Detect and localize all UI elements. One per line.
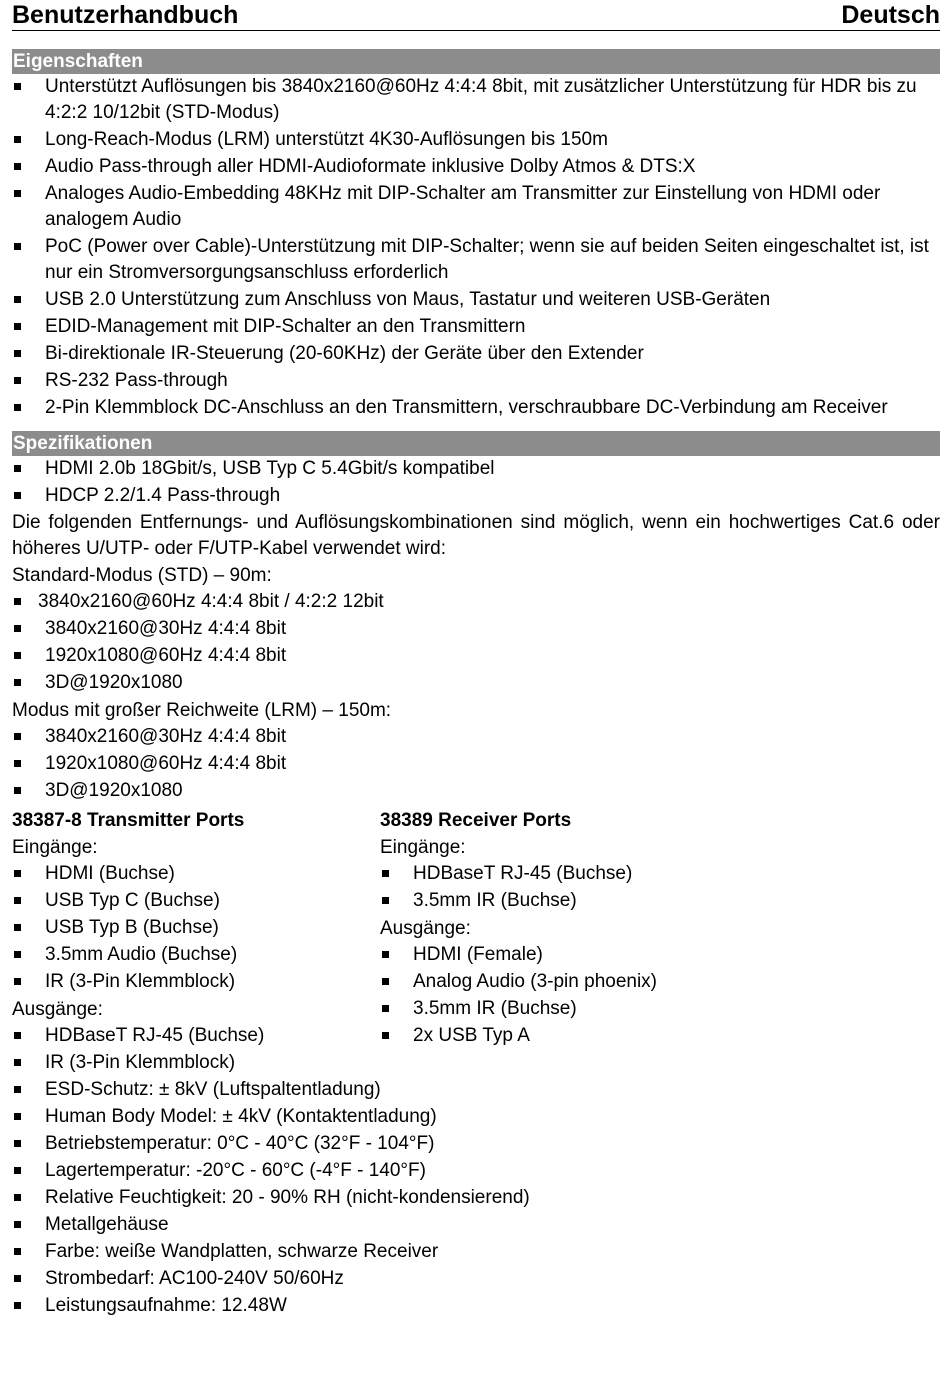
list-item: Betriebstemperatur: 0°C - 40°C (32°F - 104°F) (12, 1131, 940, 1157)
features-list (12, 74, 940, 421)
list-item: HDCP 2.2/1.4 Pass-through (12, 483, 940, 509)
list-item: 3840x2160@30Hz 4:4:4 8bit (12, 616, 940, 642)
list-item: 3D@1920x1080 (12, 778, 940, 804)
list-item: EDID-Management mit DIP-Schalter an den Transmittern (12, 314, 940, 340)
list-item: Relative Feuchtigkeit: 20 - 90% RH (nicht-kondensierend) (12, 1185, 940, 1211)
list-item: 3.5mm Audio (Buchse) (12, 942, 380, 968)
list-item: RS-232 Pass-through (12, 368, 940, 394)
list-item: Audio Pass-through aller HDMI-Audioformate inklusive Dolby Atmos & DTS:X (12, 154, 940, 180)
list-item: Unterstützt Auflösungen bis 3840x2160@60Hz 4:4:4 8bit, mit zusätzlicher Unterstützung für HDR bis zu 4:2:2 10/12bit (STD-Modus) (12, 74, 940, 126)
list-item: USB Typ B (Buchse) (12, 915, 380, 941)
ports-columns (12, 807, 940, 1077)
page-header (12, 0, 940, 31)
lrm-mode-list (12, 724, 940, 804)
lrm-mode-label: Modus mit großer Reichweite (LRM) – 150m: (12, 700, 392, 721)
list-item: Leistungsaufnahme: 12.48W (12, 1293, 940, 1319)
receiver-inputs (380, 861, 940, 914)
receiver-title: 38389 Receiver Ports (380, 810, 572, 831)
specs-list (12, 456, 940, 509)
list-item: Farbe: weiße Wandplatten, schwarze Receiver (12, 1239, 940, 1265)
std-mode-list (12, 589, 940, 696)
list-item: USB 2.0 Unterstützung zum Anschluss von Maus, Tastatur und weiteren USB-Geräten (12, 287, 940, 313)
transmitter-inputs (12, 861, 380, 995)
list-item: Analog Audio (3-pin phoenix) (380, 969, 940, 995)
transmitter-ports (12, 807, 380, 1077)
header-language: Deutsch (841, 1, 940, 29)
receiver-inputs-label: Eingänge: (380, 837, 466, 858)
features-heading: Eigenschaften (12, 49, 940, 74)
list-item: Lagertemperatur: -20°C - 60°C (-4°F - 140°F) (12, 1158, 940, 1184)
list-item: 2-Pin Klemmblock DC-Anschluss an den Transmittern, verschraubbare DC-Verbindung am Receiver (12, 395, 940, 421)
list-item: HDMI (Female) (380, 942, 940, 968)
list-item: HDBaseT RJ-45 (Buchse) (12, 1023, 380, 1049)
list-item: 1920x1080@60Hz 4:4:4 8bit (12, 751, 940, 777)
list-item: HDBaseT RJ-45 (Buchse) (380, 861, 940, 887)
list-item: HDMI 2.0b 18Gbit/s, USB Typ C 5.4Gbit/s kompatibel (12, 456, 940, 482)
list-item: Human Body Model: ± 4kV (Kontaktentladung) (12, 1104, 940, 1130)
list-item: 3840x2160@60Hz 4:4:4 8bit / 4:2:2 12bit (12, 589, 940, 615)
list-item: 2x USB Typ A (380, 1023, 940, 1049)
general-specs-list (12, 1077, 940, 1319)
list-item: Strombedarf: AC100-240V 50/60Hz (12, 1266, 940, 1292)
receiver-outputs-label: Ausgänge: (380, 918, 471, 939)
specs-intro: Die folgenden Entfernungs- und Auflösungskombinationen sind möglich, wenn ein hochwertiges Cat.6 oder höheres U/UTP- oder F/UTP-Kabel verwendet wird: (12, 512, 940, 559)
list-item: 3840x2160@30Hz 4:4:4 8bit (12, 724, 940, 750)
receiver-ports (380, 807, 940, 1077)
list-item: IR (3-Pin Klemmblock) (12, 969, 380, 995)
specs-heading: Spezifikationen (12, 431, 940, 456)
list-item: Metallgehäuse (12, 1212, 940, 1238)
list-item: 3.5mm IR (Buchse) (380, 888, 940, 914)
header-title: Benutzerhandbuch (12, 1, 239, 29)
transmitter-outputs (12, 1023, 380, 1076)
transmitter-title: 38387-8 Transmitter Ports (12, 810, 245, 831)
list-item: Bi-direktionale IR-Steuerung (20-60KHz) der Geräte über den Extender (12, 341, 940, 367)
list-item: HDMI (Buchse) (12, 861, 380, 887)
manual-page (12, 0, 940, 1320)
list-item: Long-Reach-Modus (LRM) unterstützt 4K30-Auflösungen bis 150m (12, 127, 940, 153)
transmitter-outputs-label: Ausgänge: (12, 999, 103, 1020)
list-item: PoC (Power over Cable)-Unterstützung mit DIP-Schalter; wenn sie auf beiden Seiten eingeschaltet ist, ist nur ein Stromversorgungsanschluss erforderlich (12, 234, 940, 286)
list-item: IR (3-Pin Klemmblock) (12, 1050, 380, 1076)
list-item: USB Typ C (Buchse) (12, 888, 380, 914)
list-item: 3D@1920x1080 (12, 670, 940, 696)
transmitter-inputs-label: Eingänge: (12, 837, 98, 858)
std-mode-label: Standard-Modus (STD) – 90m: (12, 565, 272, 586)
list-item: Analoges Audio-Embedding 48KHz mit DIP-Schalter am Transmitter zur Einstellung von HDMI oder analogem Audio (12, 181, 940, 233)
receiver-outputs (380, 942, 940, 1049)
list-item: 3.5mm IR (Buchse) (380, 996, 940, 1022)
list-item: ESD-Schutz: ± 8kV (Luftspaltentladung) (12, 1077, 940, 1103)
list-item: 1920x1080@60Hz 4:4:4 8bit (12, 643, 940, 669)
